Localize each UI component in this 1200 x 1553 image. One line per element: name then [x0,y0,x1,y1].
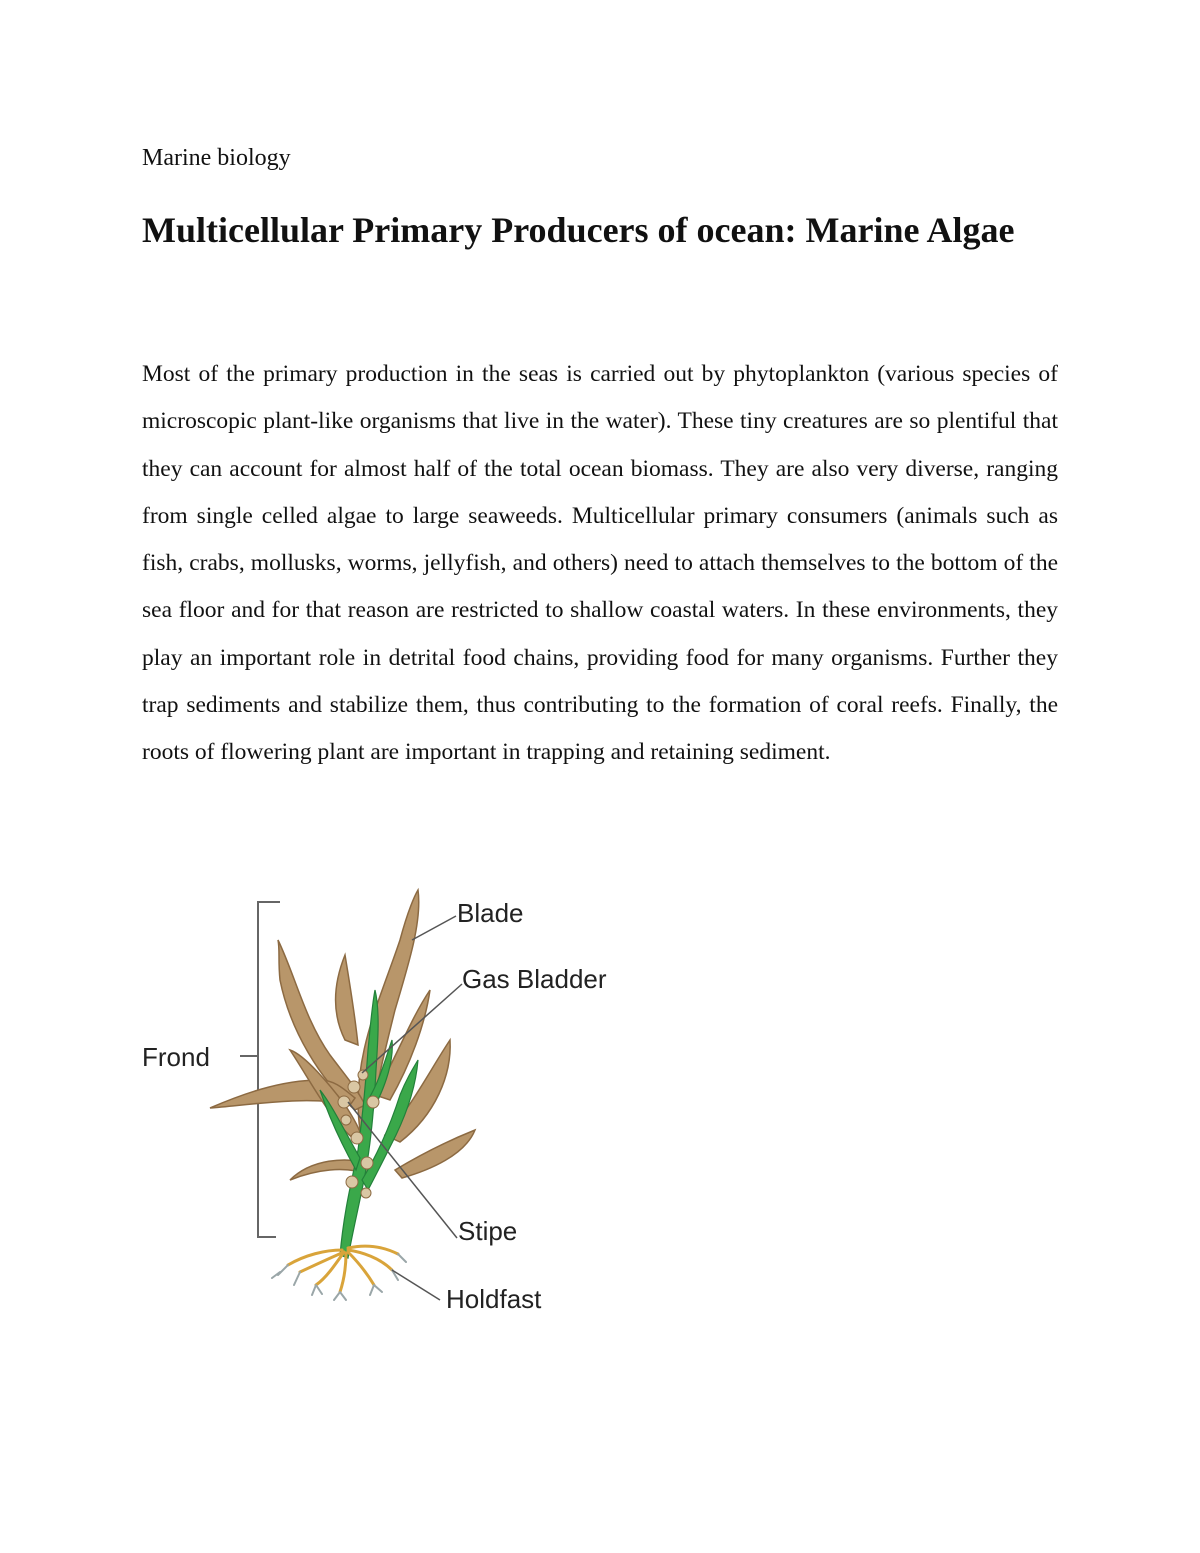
label-holdfast: Holdfast [446,1284,542,1314]
label-frond: Frond [142,1042,210,1072]
document-title: Multicellular Primary Producers of ocean: Marine Algae [142,210,1015,250]
label-blade: Blade [457,898,524,928]
blade-leader [412,916,456,940]
body-paragraph: Most of the primary production in the seas is carried out by phytoplankton (various species of microscopic plant-like organisms that live in the water). These tiny creatures are so plentiful that they can account for almost half of the total ocean biomass. They are also very diverse, ranging from single celled algae to large seaweeds. Multicellular primary consumers (animals such as fish, crabs, mollusks, worms, jellyfish, and others) need to attach themselves to the bottom of the sea floor and for that reason are restricted to shallow coastal waters. In these environments, they play an important role in detrital food chains, providing food for many organisms. Further they trap sediments and stabilize them, thus contributing to the formation of coral reefs. Finally, the roots of flowering plant are important in trapping and retaining sediment. [142,361,1058,766]
holdfast-roots [288,1246,398,1292]
document-subject: Marine biology [142,145,291,171]
gas-bladder [351,1132,363,1144]
frond-bracket [258,902,280,1237]
gas-bladder [348,1081,360,1093]
kelp-anatomy-figure [130,880,650,1330]
label-gas-bladder: Gas Bladder [462,964,607,994]
gas-bladder [361,1188,371,1198]
gas-bladder [367,1096,379,1108]
label-stipe: Stipe [458,1216,518,1246]
gas-bladder [346,1176,358,1188]
gas-bladder [341,1115,351,1125]
holdfast-leader [392,1270,440,1300]
blade [336,955,358,1045]
kelp-illustration [130,880,650,1330]
gas-bladder [361,1157,373,1169]
